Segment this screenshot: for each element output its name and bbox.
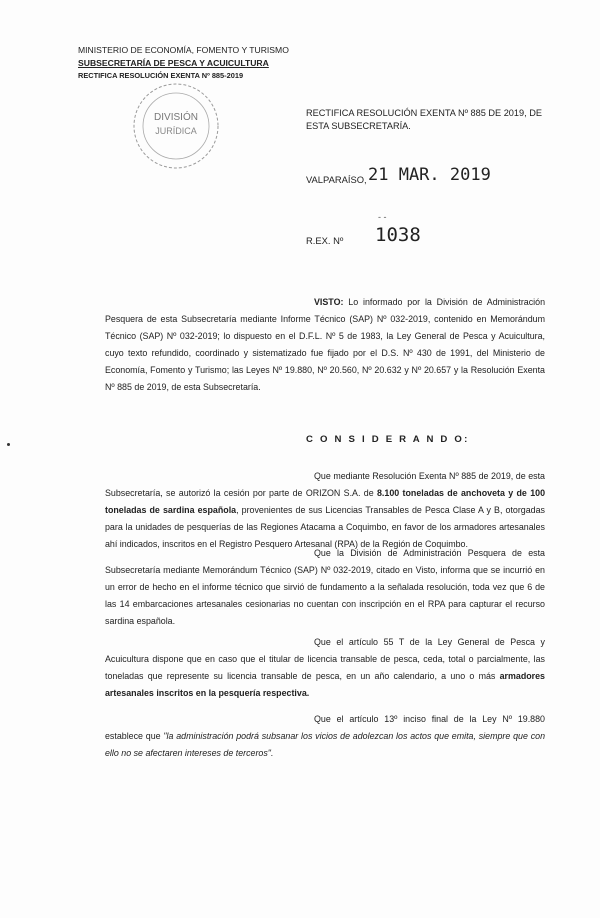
resolution-label: R.EX. Nº bbox=[306, 235, 344, 246]
subsecretaria-name: SUBSECRETARÍA DE PESCA Y ACUICULTURA bbox=[78, 58, 269, 68]
considerando-heading: C O N S I D E R A N D O: bbox=[306, 434, 470, 445]
considerando-3-text-bold: armadores artesanales inscritos en la pesquería respectiva. bbox=[105, 671, 545, 698]
visto-label: VISTO: bbox=[314, 297, 344, 307]
document-date: 21 MAR. 2019 bbox=[368, 165, 491, 185]
number-dash-mark: - - bbox=[378, 212, 387, 222]
considerando-paragraph-1 bbox=[105, 468, 545, 553]
considerando-paragraph-2 bbox=[105, 545, 545, 630]
division-juridica-stamp bbox=[130, 80, 222, 172]
considerando-3-text-a: Que el artículo 55 T de la Ley General de Pesca y Acuicultura dispone que en caso que el titular de licencia transable de pesca, ceda, total o parcialmente, las toneladas que represente su licencia transable de pesca, en un año calendario, a uno o más bbox=[105, 637, 545, 681]
place-label: VALPARAÍSO, bbox=[306, 174, 367, 185]
considerando-paragraph-3 bbox=[105, 634, 545, 702]
ministry-name: MINISTERIO DE ECONOMÍA, FOMENTO Y TURISMO bbox=[78, 45, 289, 55]
considerando-paragraph-4 bbox=[105, 711, 545, 762]
visto-text: Lo informado por la División de Administración Pesquera de esta Subsecretaría mediante Informe Técnico (SAP) Nº 032-2019, contenido en Memorándum Técnico (SAP) Nº 032-2019; lo dispuesto en el D.F.L. Nº 5 de 1983, la Ley General de Pesca y Acuicultura, cuyo texto refundido, coordinado y sistematizado fue fijado por el D.S. Nº 430 de 1991, del Ministerio de Economía, Fomento y Turismo; las Leyes Nº 19.880, Nº 20.560, Nº 20.632 y Nº 20.657 y la Resolución Exenta Nº 885 de 2019, de esta Subsecretaría. bbox=[105, 297, 545, 392]
stamp-line-2: JURÍDICA bbox=[155, 126, 197, 136]
considerando-4-text-a: Que el artículo 13º inciso final de la Ley Nº 19.880 establece que bbox=[105, 714, 545, 741]
considerando-1-text-c: , provenientes de sus Licencias Transables de Pesca Clase A y B, otorgadas para la unidades de pesquerías de las Regiones Atacama a Coquimbo, en favor de los armadores artesanales ahí indicados, inscritos en el Registro Pesquero Artesanal (RPA) de la Región de Coquimbo. bbox=[105, 505, 545, 549]
document-subject: RECTIFICA RESOLUCIÓN EXENTA Nº 885 DE 2019, DE ESTA SUBSECRETARÍA. bbox=[306, 108, 543, 131]
header-reference: RECTIFICA RESOLUCIÓN EXENTA Nº 885-2019 bbox=[78, 71, 244, 80]
stamp-line-1: DIVISIÓN bbox=[154, 112, 198, 123]
considerando-1-text-bold: 8.100 toneladas de anchoveta y de 100 toneladas de sardina española bbox=[105, 488, 545, 515]
resolution-number: 1038 bbox=[375, 224, 421, 246]
margin-mark bbox=[7, 443, 10, 446]
considerando-1-text-a: Que mediante Resolución Exenta Nº 885 de 2019, de esta Subsecretaría, se autorizó la cesión por parte de ORIZON S.A. de bbox=[105, 471, 545, 498]
considerando-4-text-quote: "la administración podrá subsanar los vicios de adolezcan los actos que emita, siempre que con ello no se afectaren intereses de terceros". bbox=[105, 731, 546, 758]
considerando-2-text: Que la División de Administración Pesquera de esta Subsecretaría mediante Memorándum Técnico (SAP) Nº 032-2019, citado en Visto, informa que se incurrió en un error de hecho en el informe técnico que sirvió de fundamento a la señalada resolución, toda vez que 6 de las 14 embarcaciones artesanales cesionarias no cuentan con inscripción en el RPA para capturar el recurso sardina española. bbox=[105, 548, 545, 626]
visto-paragraph bbox=[105, 294, 545, 396]
